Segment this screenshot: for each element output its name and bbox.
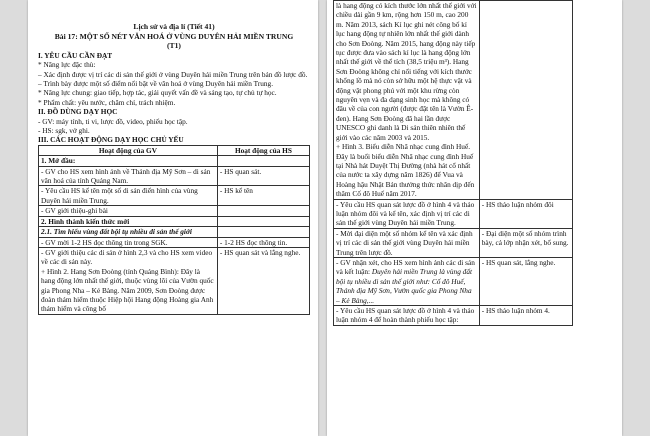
activity-table	[38, 145, 310, 315]
table-row	[39, 247, 310, 314]
lesson-title: Bài 17: MỘT SỐ NÉT VĂN HOÁ Ở VÙNG DUYÊN HẢI MIỀN TRUNG	[54, 31, 294, 41]
paragraph: + Hình 3. Biểu diễn Nhã nhạc cung đình Huế. Đây là buổi biểu diễn Nhã nhạc cung đình Huế tại Nhà hát Duyệt Thị Đường (nhà hát cổ nhất của nước ta xây dựng năm 1826) để Vua và Hoàng hậu Nhật Bản thưởng thức nhân dịp đến thăm Cố đô Huế năm 2017.	[336, 142, 475, 199]
document-page-2	[327, 0, 622, 436]
table-cell	[217, 206, 309, 216]
section-heading: II. ĐỒ DÙNG DẠY HỌC	[38, 107, 118, 117]
table-row	[334, 199, 573, 228]
table-cell: - HS quan sát, lắng nghe.	[479, 257, 572, 305]
table-cell: - Yêu cầu HS quan sát lược đồ ở hình 4 và thảo luận nhóm 4 để hoàn thành phiếu học tập:	[334, 306, 480, 326]
table-cell: - Đại diện một số nhóm trình bày, cả lớp nhận xét, bổ sung.	[479, 228, 572, 257]
document-page-1	[28, 0, 318, 436]
table-cell	[217, 216, 309, 226]
section-heading: I. YÊU CẦU CẦN ĐẠT	[38, 50, 113, 60]
table-row	[39, 186, 310, 206]
table-cell	[334, 257, 480, 305]
paragraph: - GV: máy tính, ti vi, lược đồ, video, phiếu học tập.	[38, 116, 188, 126]
table-cell: - HS quan sát.	[217, 166, 309, 186]
table-cell: - GV mời 1-2 HS đọc thông tin trong SGK.	[39, 237, 218, 247]
table-row	[334, 228, 573, 257]
table-cell: - HS kể tên	[217, 186, 309, 206]
table-row	[334, 1, 573, 200]
table-row	[39, 166, 310, 186]
table-cell	[217, 156, 309, 166]
activity-table-continued	[333, 0, 573, 326]
table-cell: 1. Mở đầu:	[39, 156, 218, 166]
text-run-italic: Duyên hải miền Trung là vùng đất bội tụ nhiều di sản thế giới như: Cố đô Huế, Thánh địa Mỹ Sơn, Vườn quốc gia Phong Nha – Kẻ Bàng,...	[336, 267, 472, 305]
paragraph: * Năng lực đặc thù:	[38, 60, 96, 70]
paragraph: - HS: sgk, vở ghi.	[38, 126, 90, 136]
table-cell: - GV giới thiệu-ghi bài	[39, 206, 218, 216]
table-cell: - Yêu cầu HS quan sát lược đồ ở hình 4 và thảo luận nhóm đôi và kể tên, xác định vị trí các di sản thế giới vùng Duyên hải miền Trung.	[334, 199, 480, 228]
subject-heading: Lịch sử và địa lí (Tiết 41)	[133, 22, 215, 31]
paragraph: + Hình 2. Hang Sơn Đoòng (tỉnh Quảng Bình): Đây là hang động lớn nhất thế giới, thuộc vùng lõi của Vườn quốc gia Phong Nha – Kẻ Bàng. Năm 2009, Sơn Đoòng được đoàn thám hiểm thuộc Hiệp hội Hang động Hoàng gia Anh thám hiểm và công bố	[41, 266, 214, 314]
table-cell: - GV cho HS xem hình ảnh về Thánh địa Mỹ Sơn – di sản văn hoá của tỉnh Quảng Nam.	[39, 166, 218, 186]
table-cell	[39, 247, 218, 314]
paragraph: – Xác định được vị trí các di sản thế giới ở vùng Duyên hải miền Trung trên bản đồ lược đồ.	[38, 69, 308, 79]
table-row	[334, 306, 573, 326]
text-run: - GV nhận xét, cho HS xem hình ảnh các di sản và kết luận:	[336, 257, 475, 277]
table-row	[39, 216, 310, 226]
table-cell	[334, 1, 480, 200]
paragraph: * Năng lực chung: giao tiếp, hợp tác, giải quyết vấn đề và sáng tạo, tự chủ tự học.	[38, 88, 277, 98]
table-cell: - 1-2 HS đọc thông tin.	[217, 237, 309, 247]
table-cell: 2. Hình thành kiến thức mới	[39, 216, 218, 226]
table-cell: - Yêu cầu HS kể tên một số di sản điển hình của vùng Duyên hải miền Trung.	[39, 186, 218, 206]
table-row	[334, 257, 573, 305]
table-header-row	[39, 145, 310, 155]
table-cell: - HS thảo luận nhóm 4.	[479, 306, 572, 326]
lesson-period: (T1)	[167, 41, 181, 51]
table-row	[39, 156, 310, 166]
paragraph: * Phẩm chất: yêu nước, chăm chỉ, trách nhiệm.	[38, 97, 176, 107]
column-header-gv: Hoạt động của GV	[39, 145, 218, 155]
table-cell	[217, 227, 309, 237]
section-heading: III. CÁC HOẠT ĐỘNG DẠY HỌC CHỦ YẾU	[38, 135, 184, 145]
paragraph: – Trình bày được một số điểm nổi bật về văn hoá ở vùng Duyên hải miền Trung.	[38, 79, 274, 88]
paragraph: là hang động có kích thước lớn nhất thế giới với chiều dài gần 9 km, rộng hơn 150 m, cao 200 m. Năm 2013, sách Kỉ lục ghi nét công bố kỉ lục hang động tự nhiên lớn nhất thế giới dành cho Sơn Đoòng. Năm 2015, hang động này tiếp tục được đưa vào sách kỉ lục là hang động lớn nhất thế giới về thể tích (38,5 triệu m³). Hang Sơn Đoòng không chỉ nổi tiếng với kích thước khổng lồ mà nó còn sở hữu một hệ thực vật và động vật phong phú với một khu rừng còn nguyên vẹn và đa dạng sinh học mà không có đâu về của con người (được đặt tên là Vườn Ê-đen). Hang Sơn Đoòng đã hai lần được UNESCO ghi danh là Di sản thiên nhiên thế giới vào các năm 2003 và 2015.	[336, 1, 477, 142]
column-header-hs: Hoạt động của HS	[217, 145, 309, 155]
table-cell: - Mời đại diện một số nhóm kể tên và xác định vị trí các di sản thế giới vùng Duyên hải miền Trung trên lược đồ.	[334, 228, 480, 257]
paragraph: - GV giới thiệu các di sản ở hình 2,3 và cho HS xem video về các di sản này.	[41, 247, 213, 267]
table-row	[39, 237, 310, 247]
table-cell	[479, 1, 572, 200]
table-row	[39, 206, 310, 216]
table-row	[39, 227, 310, 237]
table-cell: 2.1. Tìm hiểu vùng đất bội tụ nhiều di sản thế giới	[39, 227, 218, 237]
table-cell: - HS thảo luận nhóm đôi	[479, 199, 572, 228]
table-cell: - HS quan sát và lắng nghe.	[217, 247, 309, 314]
